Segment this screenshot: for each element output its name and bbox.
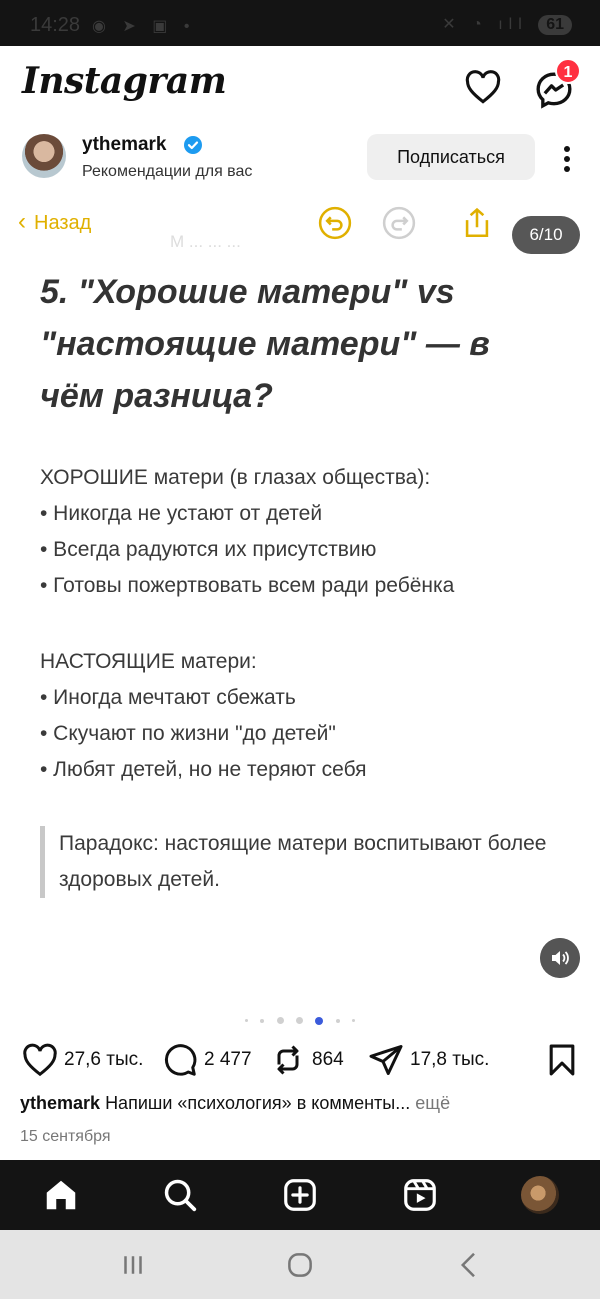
status-system-icons: ✕ ◔ ıll 61 xyxy=(442,14,572,35)
send-icon xyxy=(368,1042,404,1078)
list-item: • Иногда мечтают сбежать xyxy=(40,686,296,709)
post-caption[interactable] xyxy=(20,1093,580,1114)
list-item: • Никогда не устают от детей xyxy=(40,502,323,525)
list-item: • Любят детей, но не теряют себя xyxy=(40,758,367,781)
like-button[interactable] xyxy=(22,1042,143,1078)
more-options-icon[interactable] xyxy=(558,144,576,174)
messenger-badge: 1 xyxy=(555,58,581,84)
bookmark-icon[interactable] xyxy=(546,1043,578,1077)
back-link xyxy=(18,208,91,236)
carousel-dot xyxy=(260,1019,264,1023)
list-item: • Готовы пожертвовать всем ради ребёнка xyxy=(40,574,455,597)
back-button-icon[interactable] xyxy=(454,1250,484,1280)
battery-icon: 61 xyxy=(538,15,572,35)
undo-icon xyxy=(318,206,352,240)
caption-username[interactable]: ythemark xyxy=(20,1093,101,1113)
back-label: Назад xyxy=(34,212,92,234)
status-time: 14:28 xyxy=(30,14,81,36)
reels-icon[interactable] xyxy=(401,1176,439,1214)
status-notification-icons: ◉ ➤ ▣ • xyxy=(92,18,196,35)
post-header xyxy=(0,124,600,194)
post-actions xyxy=(0,1030,600,1090)
instagram-logo[interactable]: Instagram xyxy=(22,60,227,102)
verified-badge-icon xyxy=(183,135,203,155)
paradox-quote: Парадокс: настоящие матери воспитывают более здоровых детей. xyxy=(40,826,560,898)
caption-more-link[interactable]: ещё xyxy=(415,1093,451,1113)
slide-title: 5. "Хорошие матери" vs "настоящие матери" — в чём разница? xyxy=(40,273,490,415)
subscribe-button[interactable]: Подписаться xyxy=(367,134,535,180)
sound-toggle-icon[interactable] xyxy=(540,938,580,978)
home-button-icon[interactable] xyxy=(285,1250,315,1280)
list-item: • Скучают по жизни "до детей" xyxy=(40,722,336,745)
comment-button[interactable] xyxy=(162,1042,252,1078)
status-bar xyxy=(0,0,600,46)
good-heading: ХОРОШИЕ матери (в глазах общества): xyxy=(40,466,431,489)
reposts-count: 864 xyxy=(312,1049,344,1070)
comments-count: 2 477 xyxy=(204,1049,252,1070)
recent-apps-icon[interactable] xyxy=(118,1250,148,1280)
search-icon[interactable] xyxy=(161,1176,199,1214)
app-header xyxy=(0,46,600,124)
author-username[interactable]: ythemark xyxy=(82,134,167,155)
system-navigation-bar xyxy=(0,1230,600,1299)
share-icon xyxy=(460,206,494,240)
carousel-dot xyxy=(296,1017,303,1024)
comment-icon xyxy=(162,1042,198,1078)
caption-text: Напиши «психология» в комменты... xyxy=(105,1093,411,1113)
post-date: 15 сентября xyxy=(20,1128,111,1145)
carousel-dots xyxy=(0,1012,600,1024)
carousel-dot-active xyxy=(315,1017,323,1025)
faint-overlay-text: M ... ... ... xyxy=(170,232,241,251)
profile-avatar-tab[interactable] xyxy=(521,1176,559,1214)
post-subtitle: Рекомендации для вас xyxy=(82,163,253,180)
notifications-heart-icon[interactable] xyxy=(464,70,502,104)
author-avatar[interactable] xyxy=(22,134,66,178)
repost-button[interactable] xyxy=(270,1042,344,1078)
chevron-left-icon: ‹ xyxy=(18,208,26,235)
carousel-dot xyxy=(277,1017,284,1024)
carousel-dot xyxy=(245,1019,248,1022)
share-button[interactable] xyxy=(368,1042,489,1078)
carousel-dot xyxy=(336,1019,340,1023)
real-heading: НАСТОЯЩИЕ матери: xyxy=(40,650,257,673)
repost-icon xyxy=(270,1042,306,1078)
heart-icon xyxy=(22,1042,58,1078)
carousel-slide[interactable] xyxy=(0,194,600,1030)
home-icon[interactable] xyxy=(42,1176,80,1214)
shares-count: 17,8 тыс. xyxy=(410,1049,490,1070)
likes-count: 27,6 тыс. xyxy=(64,1049,144,1070)
list-item: • Всегда радуются их присутствию xyxy=(40,538,377,561)
slide-counter: 6/10 xyxy=(512,216,580,254)
real-mothers-block xyxy=(40,644,580,788)
good-mothers-block xyxy=(40,460,580,604)
bottom-tab-bar xyxy=(0,1160,600,1230)
redo-icon xyxy=(382,206,416,240)
create-post-icon[interactable] xyxy=(281,1176,319,1214)
carousel-dot xyxy=(352,1019,355,1022)
